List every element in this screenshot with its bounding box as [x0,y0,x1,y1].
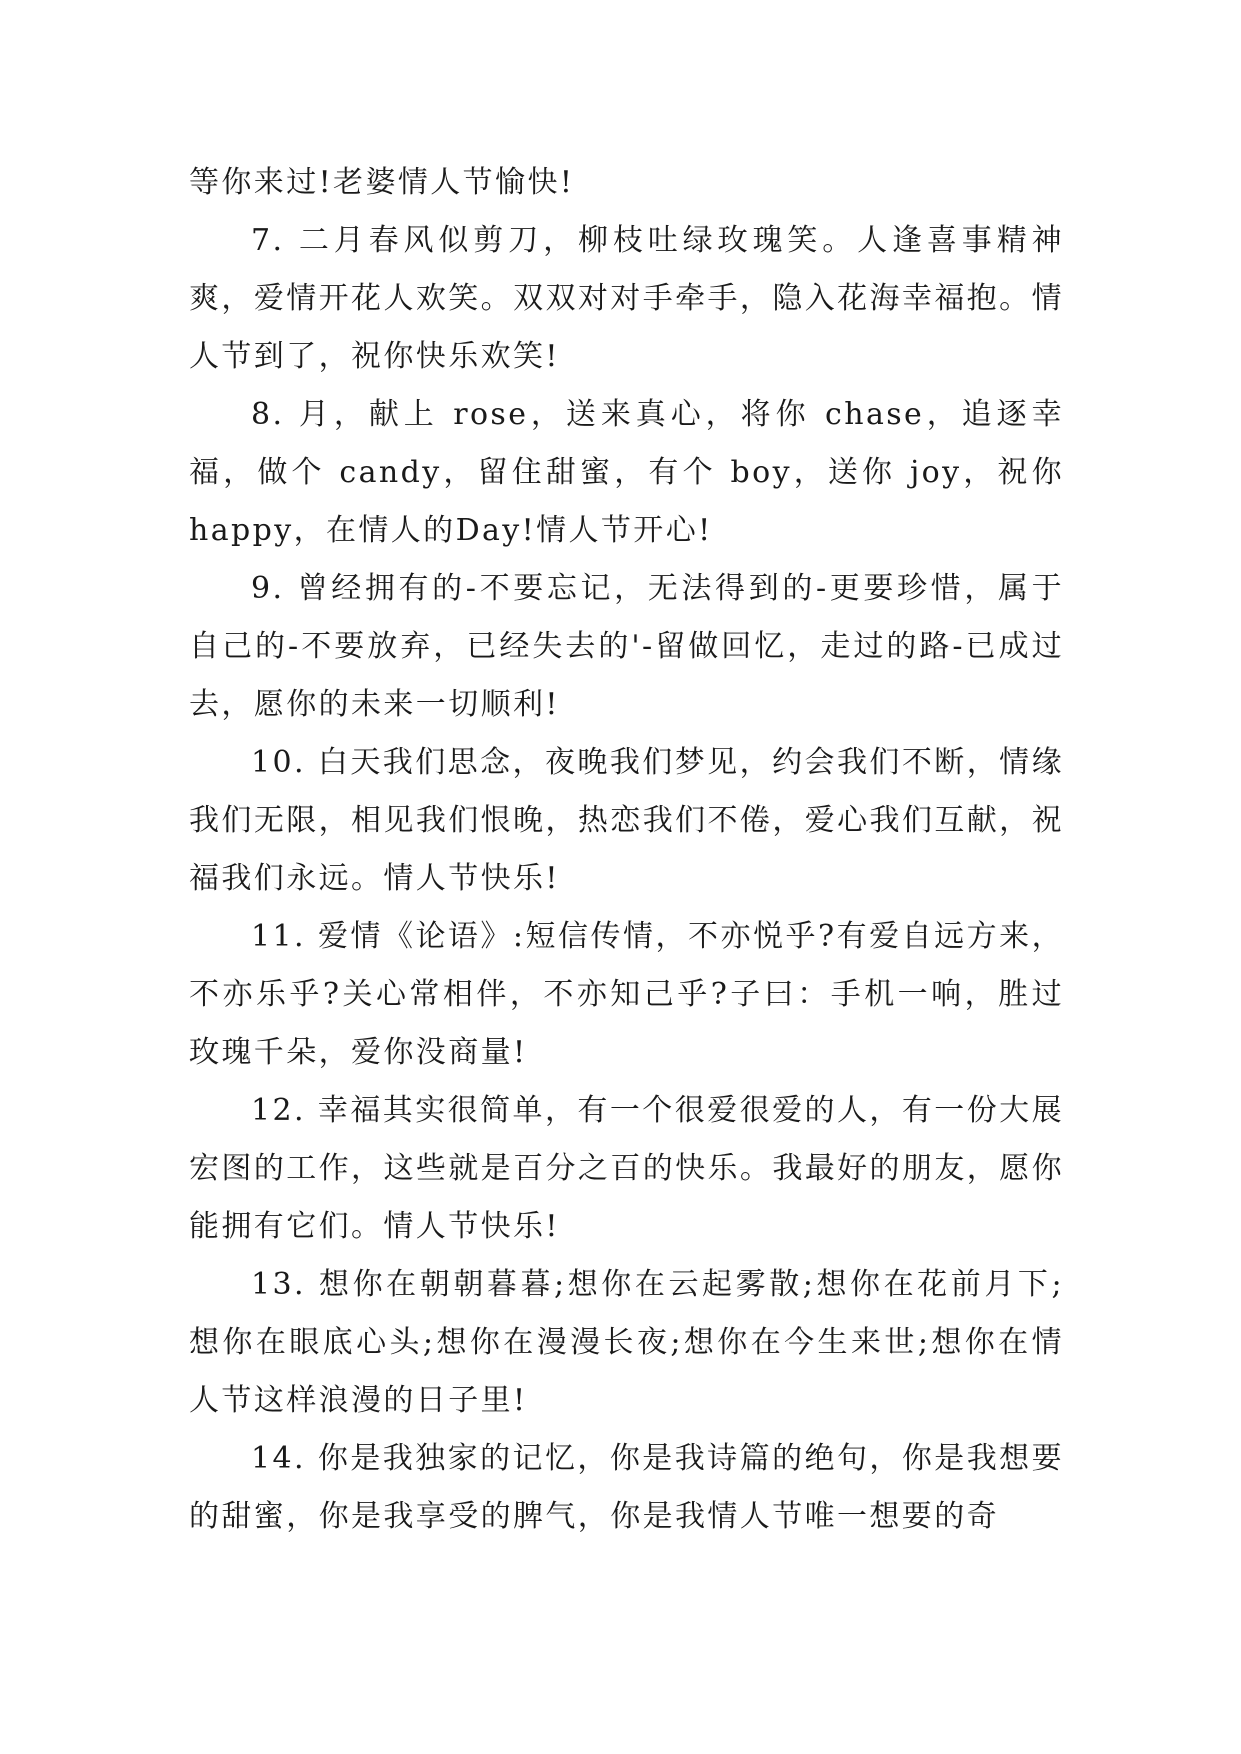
paragraph-item-8: 8. 月，献上 rose，送来真心，将你 chase，追逐幸福，做个 candy，留住甜蜜，有个 boy，送你 joy，祝你 happy，在情人的Day!情人节开心! [189,397,1064,548]
paragraph-continuation: 等你来过!老婆情人节愉快! [189,165,575,200]
paragraph-item-12: 12. 幸福其实很简单，有一个很爱很爱的人，有一份大展宏图的工作，这些就是百分之百的快乐。我最好的朋友，愿你能拥有它们。情人节快乐! [189,1093,1064,1244]
paragraph-item-14: 14. 你是我独家的记忆，你是我诗篇的绝句，你是我想要的甜蜜，你是我享受的脾气，你是我情人节唯一想要的奇 [189,1441,1064,1534]
paragraph-item-7: 7. 二月春风似剪刀，柳枝吐绿玫瑰笑。人逢喜事精神爽，爱情开花人欢笑。双双对对手牵手，隐入花海幸福抱。情人节到了，祝你快乐欢笑! [189,223,1064,374]
paragraph-item-11: 11. 爱情《论语》:短信传情，不亦悦乎?有爱自远方来，不亦乐乎?关心常相伴，不亦知己乎?子曰：手机一响，胜过玫瑰千朵，爱你没商量! [189,919,1064,1070]
paragraph-item-13: 13. 想你在朝朝暮暮;想你在云起雾散;想你在花前月下;想你在眼底心头;想你在漫漫长夜;想你在今生来世;想你在情人节这样浪漫的日子里! [189,1267,1064,1418]
paragraph-item-9: 9. 曾经拥有的-不要忘记，无法得到的-更要珍惜，属于自己的-不要放弃，已经失去的'-留做回忆，走过的路-已成过去，愿你的未来一切顺利! [189,571,1064,722]
paragraph-item-10: 10. 白天我们思念，夜晚我们梦见，约会我们不断，情缘我们无限，相见我们恨晚，热恋我们不倦，爱心我们互献，祝福我们永远。情人节快乐! [189,745,1064,896]
document-body [189,154,1064,1546]
